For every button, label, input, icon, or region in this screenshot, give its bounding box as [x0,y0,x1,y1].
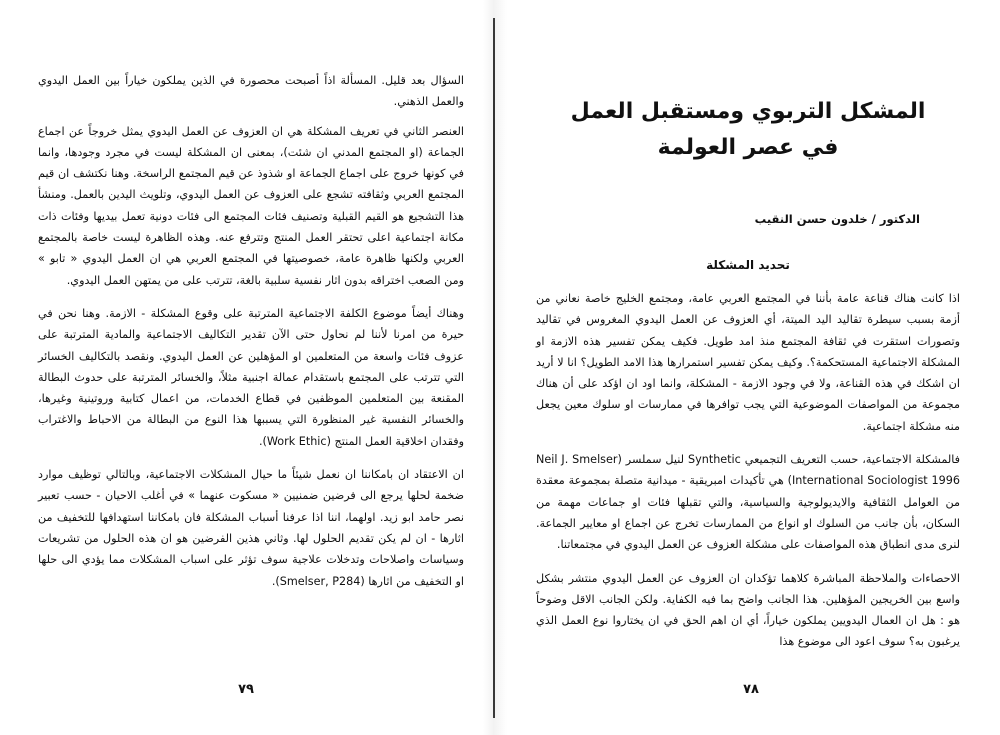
page-number: ٧٨ [743,682,759,697]
left-page [0,0,492,735]
section-heading: تحديد المشكلة [706,258,790,272]
paragraph: الاحصاءات والملاحظة المباشرة كلاهما تؤكدان ان العزوف عن العمل اليدوي منتشر بشكل واسع بين الخريجين المؤهلين. هذا الجانب واضح بما فيه الكفاية. ولكن الجانب الاقل وضوحاً هو : هل ان العمال اليدويين يملكون خياراً، أي ان اهم الحق في ان يختاروا نوع العمل الذي يرغبون به؟ سوف اعود الى موضوع هذا [536,571,960,649]
book-spine [493,18,495,718]
article-title [536,94,960,166]
title-line-2: في عصر العولمة [657,135,839,160]
right-page [502,0,1000,735]
paragraph: العنصر الثاني في تعريف المشكلة هي ان العزوف عن العمل اليدوي يمثل خروجاً عن اجماع الجماعة (او المجتمع المدني ان شئت)، بمعنى ان المشكلة ليست في مجرد وجودها، وانما في كونها خروج على اجماع الجماعة او شذوذ عن قيم المجتمع الراسخة. وهنا نكتشف ان قيم المجتمع العربي وثقافته تشجع على العزوف عن العمل اليدوي، وتلويث اليدين بالعمل. ومنشأ هذا التشجيع هو القيم القبلية وتصنيف فئات المجتمع الى فئات دونية تعمل بيديها وفئات ذات مكانة اجتماعية اعلى تحتقر العمل المنتج وتترفع عنه. وهذه الظاهرة ليست خاصة بالمجتمع العربي ولكنها ظاهرة عامة، خصوصيتها في المجتمع العربي هي ان العمل اليدوي « تابو » ومن الصعب اختراقه بدون اثار نفسية سلبية بالغة، تترتب على من يمتهن العمل اليدوي. [38,124,464,287]
paragraph: ان الاعتقاد ان بامكاننا ان نعمل شيئاً ما حيال المشكلات الاجتماعية، وبالتالي توظيف موارد ضخمة لحلها يرجع الى فرضين ضمنيين « مسكوت عنهما » في أغلب الاحيان - حسب تعبير نصر حامد ابو زيد. اولهما، اننا اذا عرفنا أسباب المشكلة فان بامكاننا استهدافها للتخفيف من اثارها - ان لم يكن تقديم الحلول لها. وثاني هذين الفرضين هو ان هذه الحلول من تشريعات وسياسات واصلاحات وتدخلات علاجية سوف تؤثر على اسباب المشكلات مما يؤدي الى حلها او التخفيف من اثارها (Smelser, P284). [38,468,464,588]
paragraph: السؤال بعد قليل. المسألة اذاً أصبحت محصورة في الذين يملكون خياراً بين العمل اليدوي والعمل الذهني. [38,74,464,109]
title-line-1: المشكل التربوي ومستقبل العمل [570,99,926,124]
paragraph: فالمشكلة الاجتماعية، حسب التعريف التجميعي Synthetic لنيل سملسر (Neil J. Smelser International Sociologist 1996) هي تأكيدات امبريقية - ميدانية متصلة بمجموعة معقدة من العوامل الثقافية والايديولوجية والسياسية، والتي تقبلها فئات او جماعات مهمة من السكان، بأن جانب من السلوك او انواع من الممارسات تخرج عن اجماع او معايير الجماعة. لنرى مدى انطباق هذه المواصفات على مشكلة العزوف عن العمل اليدوي في مجتمعاتنا. [536,453,961,552]
paragraph: وهناك أيضاً موضوع الكلفة الاجتماعية المترتبة على وقوع المشكلة - الازمة. وهنا نحن في حيرة من امرنا لأننا لم نحاول حتى الآن تقدير التكاليف الاجتماعية والمادية المترتبة على عزوف فئات واسعة من المتعلمين او المؤهلين عن العمل اليدوي. ونقصد بالتكاليف الخسائر التي تترتب على المجتمع باستقدام عمالة اجنبية مثلاً، والخسائر المترتبة على حدوث البطالة المقنعة بين المتعلمين الموظفين في قطاع الخدمات، من اعمال كتابية وروتينية وغيرها، والخسائر النفسية غير المنظورة التي يسببها هذا النوع من البطالة من الاحباط والاغتراب وفقدان اخلاقية العمل المنتج (Work Ethic). [38,306,464,448]
page-number: ٧٩ [238,682,254,697]
author-line: الدكتور / خلدون حسن النقيب [754,212,920,226]
paragraph: اذا كانت هناك قناعة عامة بأننا في المجتمع العربي عامة، ومجتمع الخليج خاصة نعاني من أزمة بسبب سيطرة تقاليد اليد الميتة، أي العزوف عن العمل اليدوي المغروس في تقاليد وتصورات استقرت في ثقافة المجتمع منذ امد طويل. فكيف يمكن تفسير هذه الازمة او المشكلة الاجتماعية المستحكمة؟. وكيف يمكن تفسير استمرارها هذا الامد الطويل؟ انا لا أريد ان اشكك في هذه القناعة، ولا في وجود الازمة - المشكلة، وانما اود ان اؤكد على أن هناك مجموعة من المواصفات الموضوعية التي يجب توافرها في ممارسات او سلوك معين يجعل منه مشكلة اجتماعية. [536,292,960,433]
